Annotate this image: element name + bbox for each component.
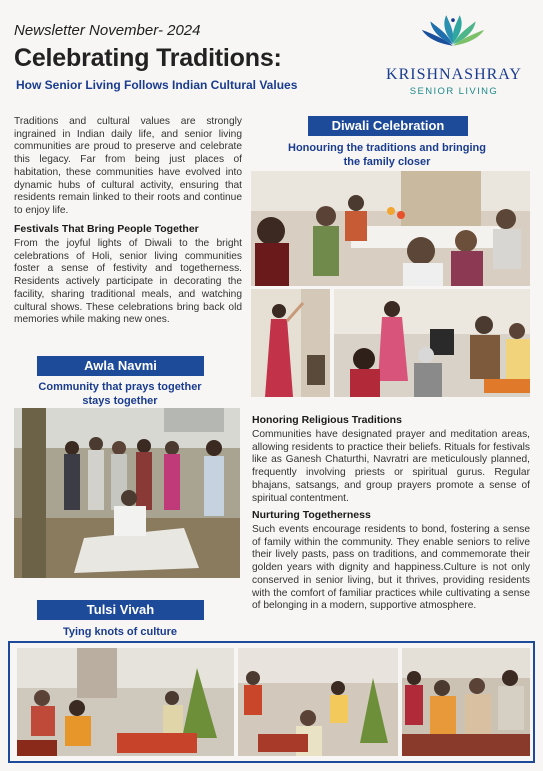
intro-paragraph: Traditions and cultural values are strongly ingrained in Indian daily life, and senior living communities are proud to preserve and celebrate this legacy. Far from being just places of habitation, these communities have evolved into dynamic hubs of cultural activity, ensuring that residents remain linked to their roots and continue to enjoy life. [14, 116, 242, 216]
logo-name: KRISHNASHRAY [386, 66, 522, 83]
tulsi-photo-2 [238, 648, 398, 756]
tulsi-photo-3 [402, 648, 530, 756]
logo-tagline: SENIOR LIVING [409, 86, 499, 97]
awla-caption [14, 380, 226, 408]
tulsi-caption: Tying knots of culture [62, 626, 178, 638]
togetherness-paragraph: Such events encourage residents to bond, fostering a sense of family within the community. They enable seniors to relive their lively pasts, pass on traditions, and commemorate their golden years with dignity and happiness.Culture is not only conserved in senior living, but it thrives, providing residents with the comfort of familiar practices while cultivating a sense of belonging in a modern, supportive atmosphere. [252, 524, 530, 612]
page-title: Celebrating Traditions: [14, 44, 282, 72]
tulsi-banner: Tulsi Vivah [37, 600, 204, 620]
diwali-caption [262, 141, 512, 169]
awla-caption-line2: stays together [82, 395, 158, 407]
awla-banner: Awla Navmi [37, 356, 204, 376]
tulsi-photo-1 [17, 648, 234, 756]
diwali-banner: Diwali Celebration [308, 116, 468, 136]
diwali-caption-line2: the family closer [343, 156, 431, 168]
diwali-group-photo [251, 171, 530, 286]
diwali-dancer-photo [251, 289, 330, 397]
togetherness-heading: Nurturing Togetherness [252, 509, 371, 521]
religious-paragraph: Communities have designated prayer and meditation areas, allowing residents to practice their beliefs. Rituals for festivals like as Ganesh Chaturthi, Navratri are meticulously planned, frequently involving priests or spiritual gurus. Regular bhajans, satsangs, and group prayers promote a sense of spiritual contentment. [252, 429, 530, 504]
awla-prayer-photo [14, 408, 240, 578]
religious-heading: Honoring Religious Traditions [252, 414, 402, 426]
page-subtitle: How Senior Living Follows Indian Cultural Values [16, 78, 298, 92]
diwali-dance-photo [334, 289, 530, 397]
awla-caption-line1: Community that prays together [38, 381, 202, 393]
lotus-icon [378, 14, 528, 69]
festivals-heading: Festivals That Bring People Together [14, 223, 199, 235]
newsletter-date: Newsletter November- 2024 [14, 22, 201, 39]
diwali-caption-line1: Honouring the traditions and bringing [288, 142, 486, 154]
festivals-paragraph: From the joyful lights of Diwali to the bright celebrations of Holi, senior living communities foster a sense of festivity and togetherness. Residents actively participate in decorating the facility, sharing traditional meals, and watching cultural shows. These celebrations bring back old memories while making new ones. [14, 238, 242, 326]
